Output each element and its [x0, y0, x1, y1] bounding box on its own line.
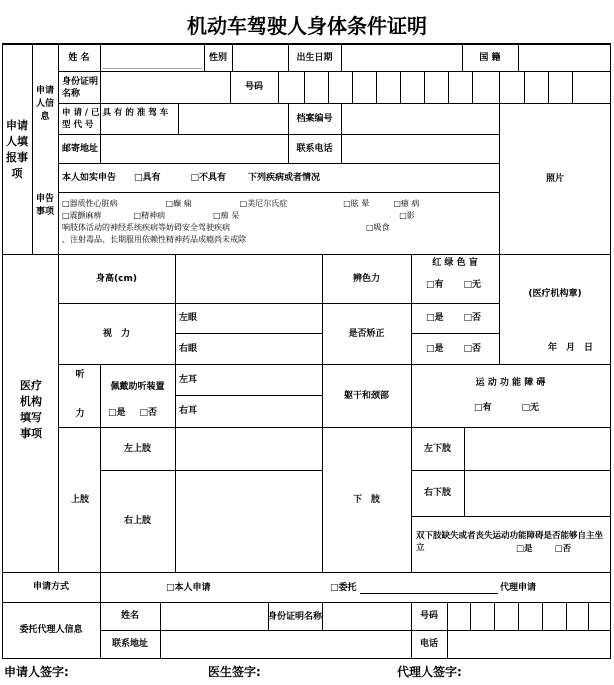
- phone-field[interactable]: [343, 136, 497, 162]
- lower-sit-no[interactable]: □否: [554, 543, 572, 554]
- agent-id-doc-field[interactable]: [324, 605, 409, 628]
- lower-limb-question: 双下肢缺失或者丧失运动功能障碍是否能够自主坐立: [416, 531, 604, 553]
- agent-name-label: 姓名: [120, 611, 139, 621]
- left-eye-label: 左眼: [179, 313, 198, 323]
- agent-signature-label: 代理人签字:: [397, 665, 462, 679]
- left-corrected-no[interactable]: □否: [463, 312, 482, 323]
- birth-date-field[interactable]: [343, 47, 460, 69]
- nationality-field[interactable]: [520, 47, 608, 69]
- agent-info-label: 委托代理人信息: [19, 625, 83, 635]
- hearing-label-bottom: 力: [75, 408, 85, 419]
- height-label: 身高(cm): [96, 273, 137, 284]
- id-doc-field[interactable]: [102, 74, 228, 100]
- vision-label: 视 力: [102, 328, 130, 339]
- right-corrected-no[interactable]: □否: [463, 343, 482, 354]
- lower-limb-label: 下 肢: [352, 494, 380, 505]
- agent-address-label: 联系地址: [111, 639, 148, 649]
- photo-box[interactable]: 照片: [545, 173, 564, 184]
- hearing-label-top: 听: [75, 369, 85, 380]
- disease-checklist-line-1[interactable]: □器质性心脏病 □癫 痫 □美尼尔氏症 □眩 晕 □癔 病: [62, 199, 420, 208]
- left-upper-limb-label: 左上肢: [123, 443, 151, 454]
- disease-checklist-line-4: 、注射毒品、长期服用依赖性精神药品成瘾尚未戒除: [62, 235, 246, 244]
- motor-disorder-yes[interactable]: □有: [474, 402, 492, 413]
- agent-number-field[interactable]: [449, 605, 608, 628]
- self-apply-checkbox[interactable]: □本人申请: [166, 582, 211, 593]
- diseases-suffix: 下列疾病或者情况: [248, 172, 321, 183]
- id-number-label: 号码: [244, 82, 263, 92]
- right-lower-limb-field[interactable]: [466, 473, 608, 514]
- institution-stamp: (医疗机构章): [528, 288, 582, 299]
- left-ear-label: 左耳: [179, 375, 198, 385]
- right-upper-limb-field[interactable]: [177, 473, 320, 569]
- hearing-aid-yes[interactable]: □是: [108, 407, 126, 418]
- corrected-label: 是否矫正: [348, 328, 385, 339]
- id-number-field[interactable]: [280, 74, 608, 100]
- postal-address-label: 邮寄地址: [62, 144, 99, 154]
- right-corrected-yes[interactable]: □是: [426, 343, 444, 354]
- no-condition-checkbox[interactable]: □不具有: [190, 172, 227, 183]
- agent-number-label: 号码: [419, 611, 438, 621]
- agent-phone-label: 电话: [419, 639, 438, 649]
- motor-disorder-label: 运 动 功 能 障 碍: [475, 377, 546, 388]
- agent-address-field[interactable]: [162, 633, 409, 656]
- color-blind-no[interactable]: □无: [463, 279, 482, 290]
- agent-apply-label: 代理申请: [500, 582, 537, 593]
- license-type-field[interactable]: [180, 106, 286, 132]
- right-ear-label: 右耳: [179, 405, 198, 416]
- form-title: 机动车驾驶人身体条件证明: [187, 14, 427, 38]
- name-label: 姓 名: [68, 52, 90, 63]
- declare-intro: 本人如实申告: [62, 172, 117, 183]
- disease-checklist-line-2[interactable]: □震颤麻痹 □精神病 □痴 呆 □影: [62, 211, 415, 220]
- declare-label: 申告事项: [36, 194, 55, 217]
- nationality-label: 国 籍: [479, 52, 501, 63]
- name-field[interactable]: [102, 47, 202, 69]
- left-lower-limb-label: 左下肢: [423, 443, 451, 454]
- motor-disorder-no[interactable]: □无: [521, 402, 540, 413]
- agent-phone-field[interactable]: [449, 633, 608, 656]
- right-upper-limb-label: 右上肢: [123, 516, 151, 526]
- height-field[interactable]: [177, 258, 320, 300]
- left-lower-limb-field[interactable]: [466, 430, 608, 468]
- right-lower-limb-label: 右下肢: [423, 488, 451, 498]
- birth-date-label: 出生日期: [296, 52, 333, 63]
- hearing-aid-no[interactable]: □否: [139, 407, 158, 418]
- applicant-section-label: 申请人填报事项: [6, 119, 28, 180]
- color-vision-label: 辨色力: [352, 273, 380, 284]
- file-number-label: 档案编号: [296, 113, 333, 124]
- trunk-neck-label: 躯干和颈部: [343, 390, 389, 401]
- has-condition-checkbox[interactable]: □具有: [134, 172, 161, 183]
- id-doc-label: 身份证明名称: [62, 77, 99, 99]
- application-method-label: 申请方式: [32, 582, 69, 592]
- left-corrected-yes[interactable]: □是: [426, 312, 444, 323]
- agent-id-doc-label: 身份证明名称: [268, 611, 323, 622]
- left-upper-limb-field[interactable]: [177, 430, 320, 468]
- phone-label: 联系电话: [296, 143, 333, 154]
- color-blind-test: 红 绿 色 盲: [432, 257, 478, 268]
- upper-limb-label: 上肢: [70, 495, 89, 505]
- hearing-aid-label: 佩戴助听装置: [110, 381, 165, 392]
- sex-field[interactable]: [234, 47, 286, 69]
- file-number-field[interactable]: [343, 106, 497, 132]
- agent-name-field[interactable]: [162, 605, 266, 628]
- color-blind-yes[interactable]: □有: [426, 279, 444, 290]
- applicant-info-label: 申请人信息: [36, 86, 55, 122]
- stamp-date: 年 月 日: [548, 343, 594, 353]
- lower-sit-yes[interactable]: □是: [516, 543, 533, 554]
- postal-address-field[interactable]: [102, 136, 286, 162]
- medical-section-label: 医疗机构填写事项: [20, 379, 42, 440]
- right-eye-label: 右眼: [179, 343, 198, 354]
- applicant-signature-label: 申请人签字:: [4, 665, 69, 679]
- doctor-signature-label: 医生签字:: [208, 665, 261, 679]
- disease-checklist-line-3[interactable]: 响肢体活动的神经系统疾病等妨碍安全驾驶疾病 □吸食: [62, 223, 390, 232]
- sex-label: 性别: [208, 52, 227, 63]
- license-type-label: 申 请 / 已 具 有 的 准 驾 车 型 代 号: [62, 108, 169, 130]
- entrust-checkbox[interactable]: □委托: [330, 582, 357, 593]
